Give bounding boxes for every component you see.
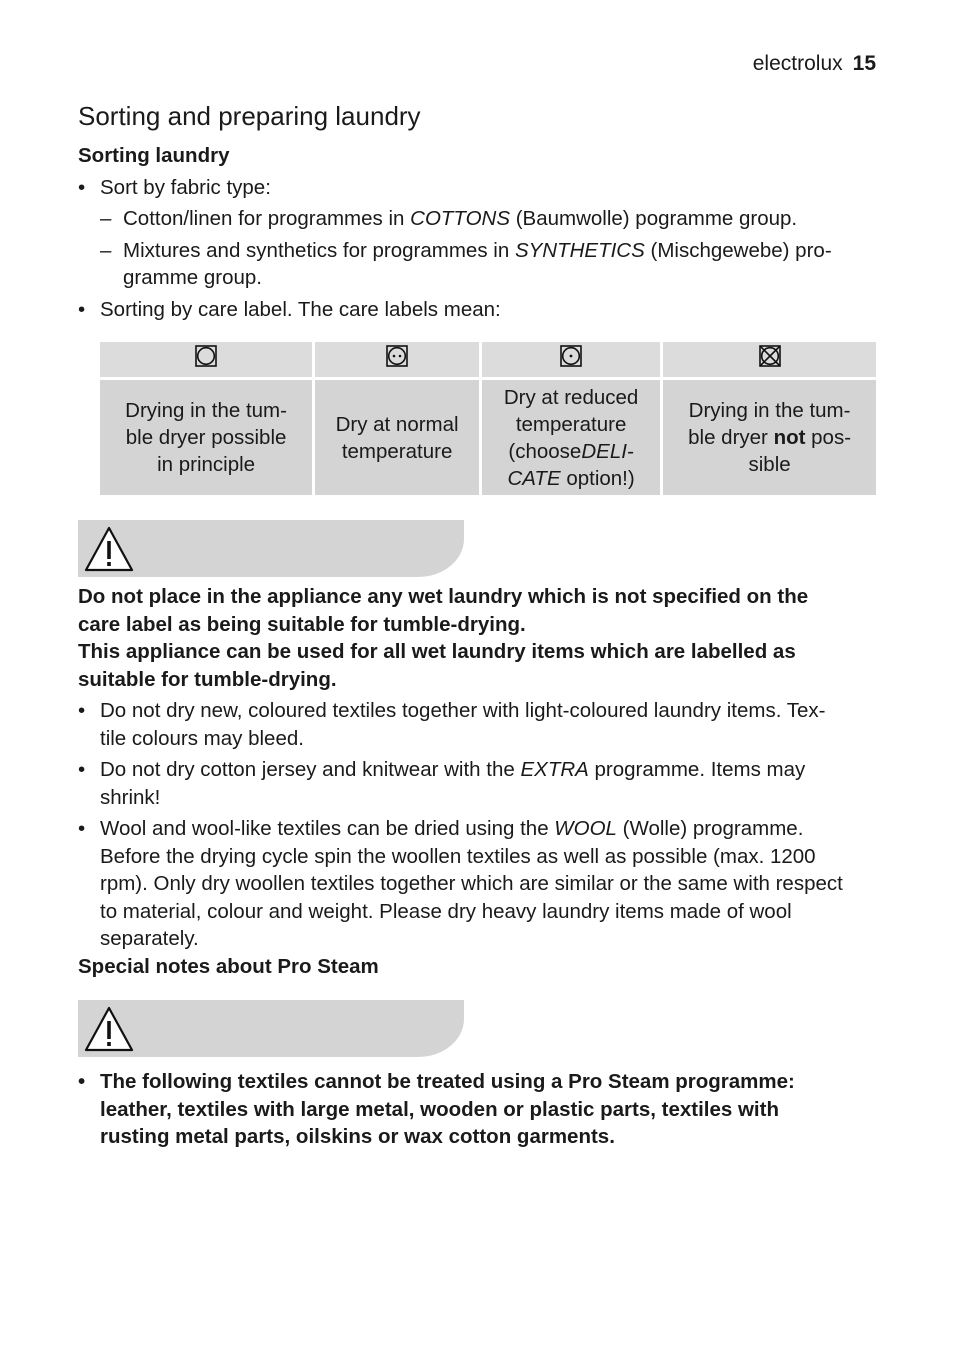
list-item: • Sorting by care label. The care labels mean: bbox=[78, 297, 501, 321]
tumble-dry-normal-icon bbox=[385, 344, 409, 368]
pro-steam-warning bbox=[78, 1068, 876, 1151]
list-item: • The following textiles cannot be treated using a Pro Steam programme: leather, textiles with large metal, wooden or plastic parts, textiles with rusting metal parts, oilskins or wax cotton garments. bbox=[78, 1070, 795, 1148]
page-number: 15 bbox=[852, 52, 876, 75]
warning-triangle-icon bbox=[83, 525, 135, 573]
sorting-section bbox=[78, 142, 876, 323]
section-title: Sorting and preparing laundry bbox=[78, 101, 421, 131]
warning-triangle-icon bbox=[83, 1005, 135, 1053]
list-item: • Do not dry new, coloured textiles together with light-coloured laundry items. Tex- tile colours may bleed. bbox=[78, 699, 826, 750]
list-item: – Mixtures and synthetics for programmes in SYNTHETICS (Mischgewebe) pro- gramme group. bbox=[100, 238, 832, 289]
warning-banner bbox=[78, 520, 464, 577]
pro-steam-heading: Special notes about Pro Steam bbox=[78, 954, 379, 978]
brand-name: electrolux bbox=[752, 52, 843, 75]
care-icon-cell bbox=[482, 342, 663, 380]
care-desc-cell: Dry at normal temperature bbox=[315, 380, 482, 495]
drying-advice-list bbox=[78, 697, 876, 980]
warning-text: Do not place in the appliance any wet laundry which is not specified on the care label as being suitable for tumble-drying. This appliance can be used for all wet laundry items which are labelled as suitable for tumble-drying. bbox=[78, 585, 809, 691]
tumble-dry-not-possible-icon bbox=[758, 344, 782, 368]
care-icon-cell bbox=[663, 342, 876, 380]
care-desc-cell: Drying in the tum- ble dryer possible in principle bbox=[100, 380, 315, 495]
list-item: • Do not dry cotton jersey and knitwear with the EXTRA programme. Items may shrink! bbox=[78, 758, 806, 809]
care-desc-cell: Drying in the tum- ble dryer not pos- sible bbox=[663, 380, 876, 495]
list-item: • Sort by fabric type: bbox=[78, 175, 271, 199]
list-item: – Cotton/linen for programmes in COTTONS (Baumwolle) pogramme group. bbox=[100, 207, 798, 230]
list-item: • Wool and wool-like textiles can be dried using the WOOL (Wolle) programme. Before the drying cycle spin the woollen textiles as well as possible (max. 1200 rpm). Only dry woollen textiles together which are similar or the same with respect to material, colour and weight. Please dry heavy laundry items made of wool separately. bbox=[78, 817, 843, 950]
care-icon-cell bbox=[315, 342, 482, 380]
care-icon-cell bbox=[100, 342, 315, 380]
care-desc-cell: Dry at reduced temperature (chooseDELI- CATE option!) bbox=[482, 380, 663, 495]
sorting-heading: Sorting laundry bbox=[78, 144, 230, 167]
care-label-table bbox=[100, 342, 876, 495]
tumble-dry-reduced-icon bbox=[559, 344, 583, 368]
warning-banner bbox=[78, 1000, 464, 1057]
page-header bbox=[753, 52, 876, 76]
tumble-dry-possible-icon bbox=[194, 344, 218, 368]
